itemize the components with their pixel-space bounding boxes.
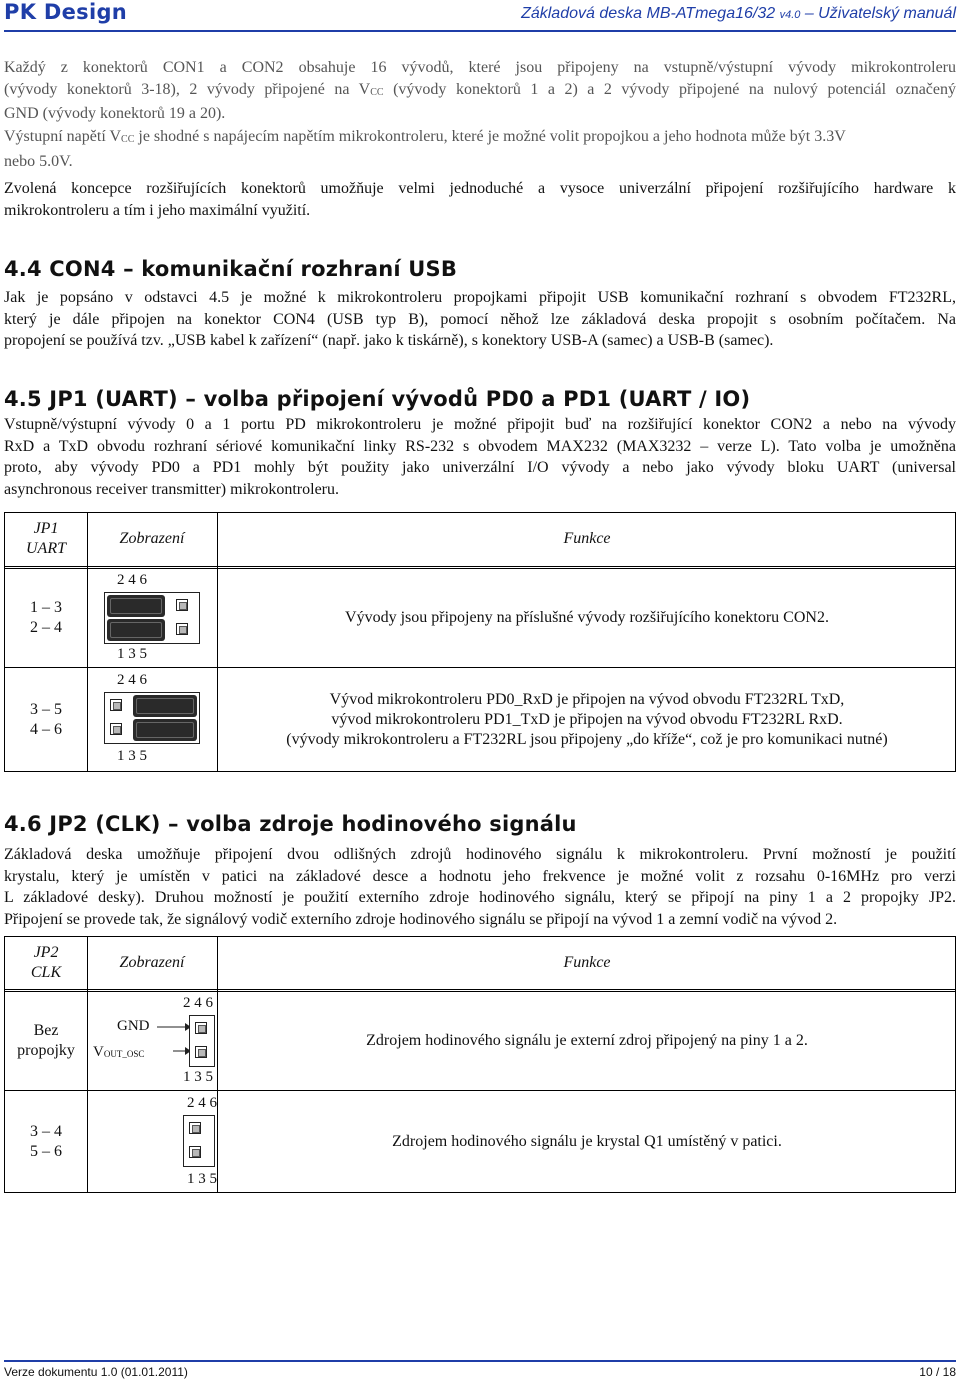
text-line: Jak je popsáno v odstavci 4.5 je možné k mikrokontroleru propojkami připojit USB komunikační rozhraní s obvodem FT232RL, [4, 289, 956, 306]
jp2-row1-function: Zdrojem hodinového signálu je externí zdroj připojený na piny 1 a 2. [366, 1031, 808, 1049]
text-line: Vstupně/výstupní vývody 0 a 1 portu PD mikrokontroleru je možné připojit buď na rozšiřující konektor CON2 a nebo na vývody [4, 416, 956, 433]
section-heading-4-4: 4.4 CON4 – komunikační rozhraní USB [4, 257, 458, 281]
pin-2 [110, 699, 122, 711]
section-4-4-body [4, 287, 956, 352]
text-line: nebo 5.0V. [4, 152, 73, 170]
jp1-row2-function: Vývod mikrokontroleru PD0_RxD je připojen na vývod obvodu FT232RL TxD, vývod mikrokontroleru PD1_TxD je připojen na vývod obvodu FT232RL RxD. (vývody mikrokontroleru a FT232RL jsou připojeny „do kříže“, což je pro komunikaci nutné) [286, 690, 888, 748]
jp1-row2-jumper-diagram [87, 668, 217, 771]
section-heading-4-6: 4.6 JP2 (CLK) – volba zdroje hodinového signálu [4, 812, 577, 836]
pin-5 [176, 623, 188, 635]
text-line: Každý z konektorů CON1 a CON2 obsahuje 16 vývodů, které jsou připojeny na vstupně/výstupní vývody mikrokontroleru [4, 59, 956, 76]
pin-1 [189, 1146, 201, 1158]
intro-paragraph-1 [4, 57, 956, 125]
pin-numbers-bottom: 1 3 5 [117, 748, 147, 764]
intro-paragraph-2 [4, 126, 956, 172]
text-line: Výstupní napětí $V_{CC}$ je shodné s napájecím napětím mikrokontroleru, které je možné volit propojkou a jeho hodnota může být 3.3V [4, 128, 846, 145]
section-heading-4-5: 4.5 JP1 (UART) – volba připojení vývodů PD0 a PD1 (UART / IO) [4, 387, 751, 411]
jp2-table [4, 936, 956, 1193]
text-line: krystalu, který je umístěn v patici na základové desce a hodnotu jeho frekvence je možné volit z rozsahu 0-16MHz pro verzi [4, 867, 956, 885]
signal-gnd-label: GND [117, 1018, 150, 1034]
jp2-row1-jumper-diagram [87, 991, 217, 1090]
text-line: Základová deska umožňuje připojení dvou odlišných zdrojů hodinového signálu k mikrokontroleru. První možností je použití [4, 846, 956, 863]
text-line: mikrokontroleru a tím i jeho maximální využití. [4, 201, 311, 219]
footer-version: Verze dokumentu 1.0 (01.01.2011) [4, 1365, 188, 1379]
document-title [521, 5, 956, 23]
jp1-row2-setting: 3 – 5 4 – 6 [30, 700, 62, 738]
jp2-row2-function: Zdrojem hodinového signálu je krystal Q1 umístěný v patici. [392, 1132, 782, 1150]
footer-page-number: 10 / 18 [919, 1365, 956, 1379]
signal-vout-label: $V_{OUT\_OSC}$ [93, 1044, 145, 1060]
jp1-table [4, 512, 956, 772]
text-line: proto, aby vývody PD0 a PD1 mohly být použity jako univerzální I/O vývody a nebo jako vývody bloku UART (universal [4, 459, 956, 476]
jp2-header-display: Zobrazení [119, 953, 185, 971]
jp1-header-function: Funkce [563, 530, 611, 547]
jp2-header-function: Funkce [563, 953, 611, 971]
jp2-header-setting: JP2 CLK [30, 943, 62, 981]
text-line: GND (vývody konektorů 19 a 20). [4, 105, 226, 122]
signal-arrows [157, 1021, 191, 1055]
pin-1 [195, 1046, 207, 1058]
title-version: v4.0 [779, 9, 801, 21]
text-line: který je dále připojen na konektor CON4 (USB typ B), pomocí něhož lze základová deska propojit s osobním počítačem. Na [4, 310, 956, 328]
title-tail: – Uživatelský manuál [800, 5, 956, 22]
jumper-cap [133, 719, 197, 741]
text-line: asynchronous receiver transmitter) mikrokontroleru. [4, 480, 339, 498]
pin-numbers-top: 2 4 6 [187, 1095, 217, 1111]
jumper-cap [133, 695, 197, 717]
pin-numbers-top: 2 4 6 [117, 572, 147, 588]
jp2-row2-jumper-diagram [87, 1091, 217, 1192]
pin-numbers-top: 2 4 6 [183, 995, 213, 1011]
page-footer [4, 1360, 956, 1382]
jp1-header-setting: JP1 UART [26, 520, 66, 557]
brand-logo: PK Design [4, 0, 128, 24]
pin-numbers-top: 2 4 6 [117, 672, 147, 688]
section-4-5-body [4, 414, 956, 500]
jp1-row1-function: Vývody jsou připojeny na příslušné vývody rozšiřujícího konektoru CON2. [345, 608, 829, 626]
jp1-header-display: Zobrazení [119, 530, 185, 547]
jumper-cap [107, 619, 165, 641]
jumper-cap [107, 595, 165, 617]
text-line: RxD a TxD obvodu rozhraní sériové komunikační linky RS-232 s obvodem MAX232 (MAX3232 – verze L). Tato volba je umožněna [4, 437, 956, 455]
text-line: L základové desky). Druhou možností je použití externího zdroje hodinového signálu, který se připojí na piny 1 a 2 propojky JP2. [4, 889, 956, 906]
pin-2 [189, 1122, 201, 1134]
pin-numbers-bottom: 1 3 5 [117, 646, 147, 662]
pin-numbers-bottom: 1 3 5 [183, 1069, 213, 1085]
text-line: Připojení se provede tak, že signálový vodič externího zdroje hodinového signálu se připojí na vývod 1 a zemní vodič na vývod 2. [4, 910, 838, 928]
intro-paragraph-3 [4, 178, 956, 221]
header-rule [4, 30, 956, 32]
text-line: (vývody konektorů 3-18), 2 vývody připojené na $V_{CC}$ (vývody konektorů 1 a 2) a 2 vývody připojené na nulový potenciál označený [4, 80, 957, 98]
pin-numbers-bottom: 1 3 5 [187, 1171, 217, 1187]
page-header [0, 0, 960, 34]
text-line: Zvolená koncepce rozšiřujících konektorů umožňuje velmi jednoduché a vysoce univerzální připojení rozšiřujícího hardware k [4, 180, 956, 197]
pin-1 [110, 723, 122, 735]
jp2-row1-setting: Bez propojky [17, 1021, 75, 1059]
pin-2 [195, 1022, 207, 1034]
section-4-6-body [4, 844, 956, 930]
text-line: propojení se používá tzv. „USB kabel k zařízení“ (např. jako k tiskárně), s konektory USB-A (samec) a USB-B (samec). [4, 332, 774, 349]
jp1-row1-setting: 1 – 3 2 – 4 [30, 598, 62, 636]
jp2-row2-setting: 3 – 4 5 – 6 [30, 1122, 62, 1160]
pin-6 [176, 599, 188, 611]
title-main: Základová deska MB-ATmega16/32 [521, 5, 780, 22]
jp1-row1-jumper-diagram [87, 568, 217, 667]
